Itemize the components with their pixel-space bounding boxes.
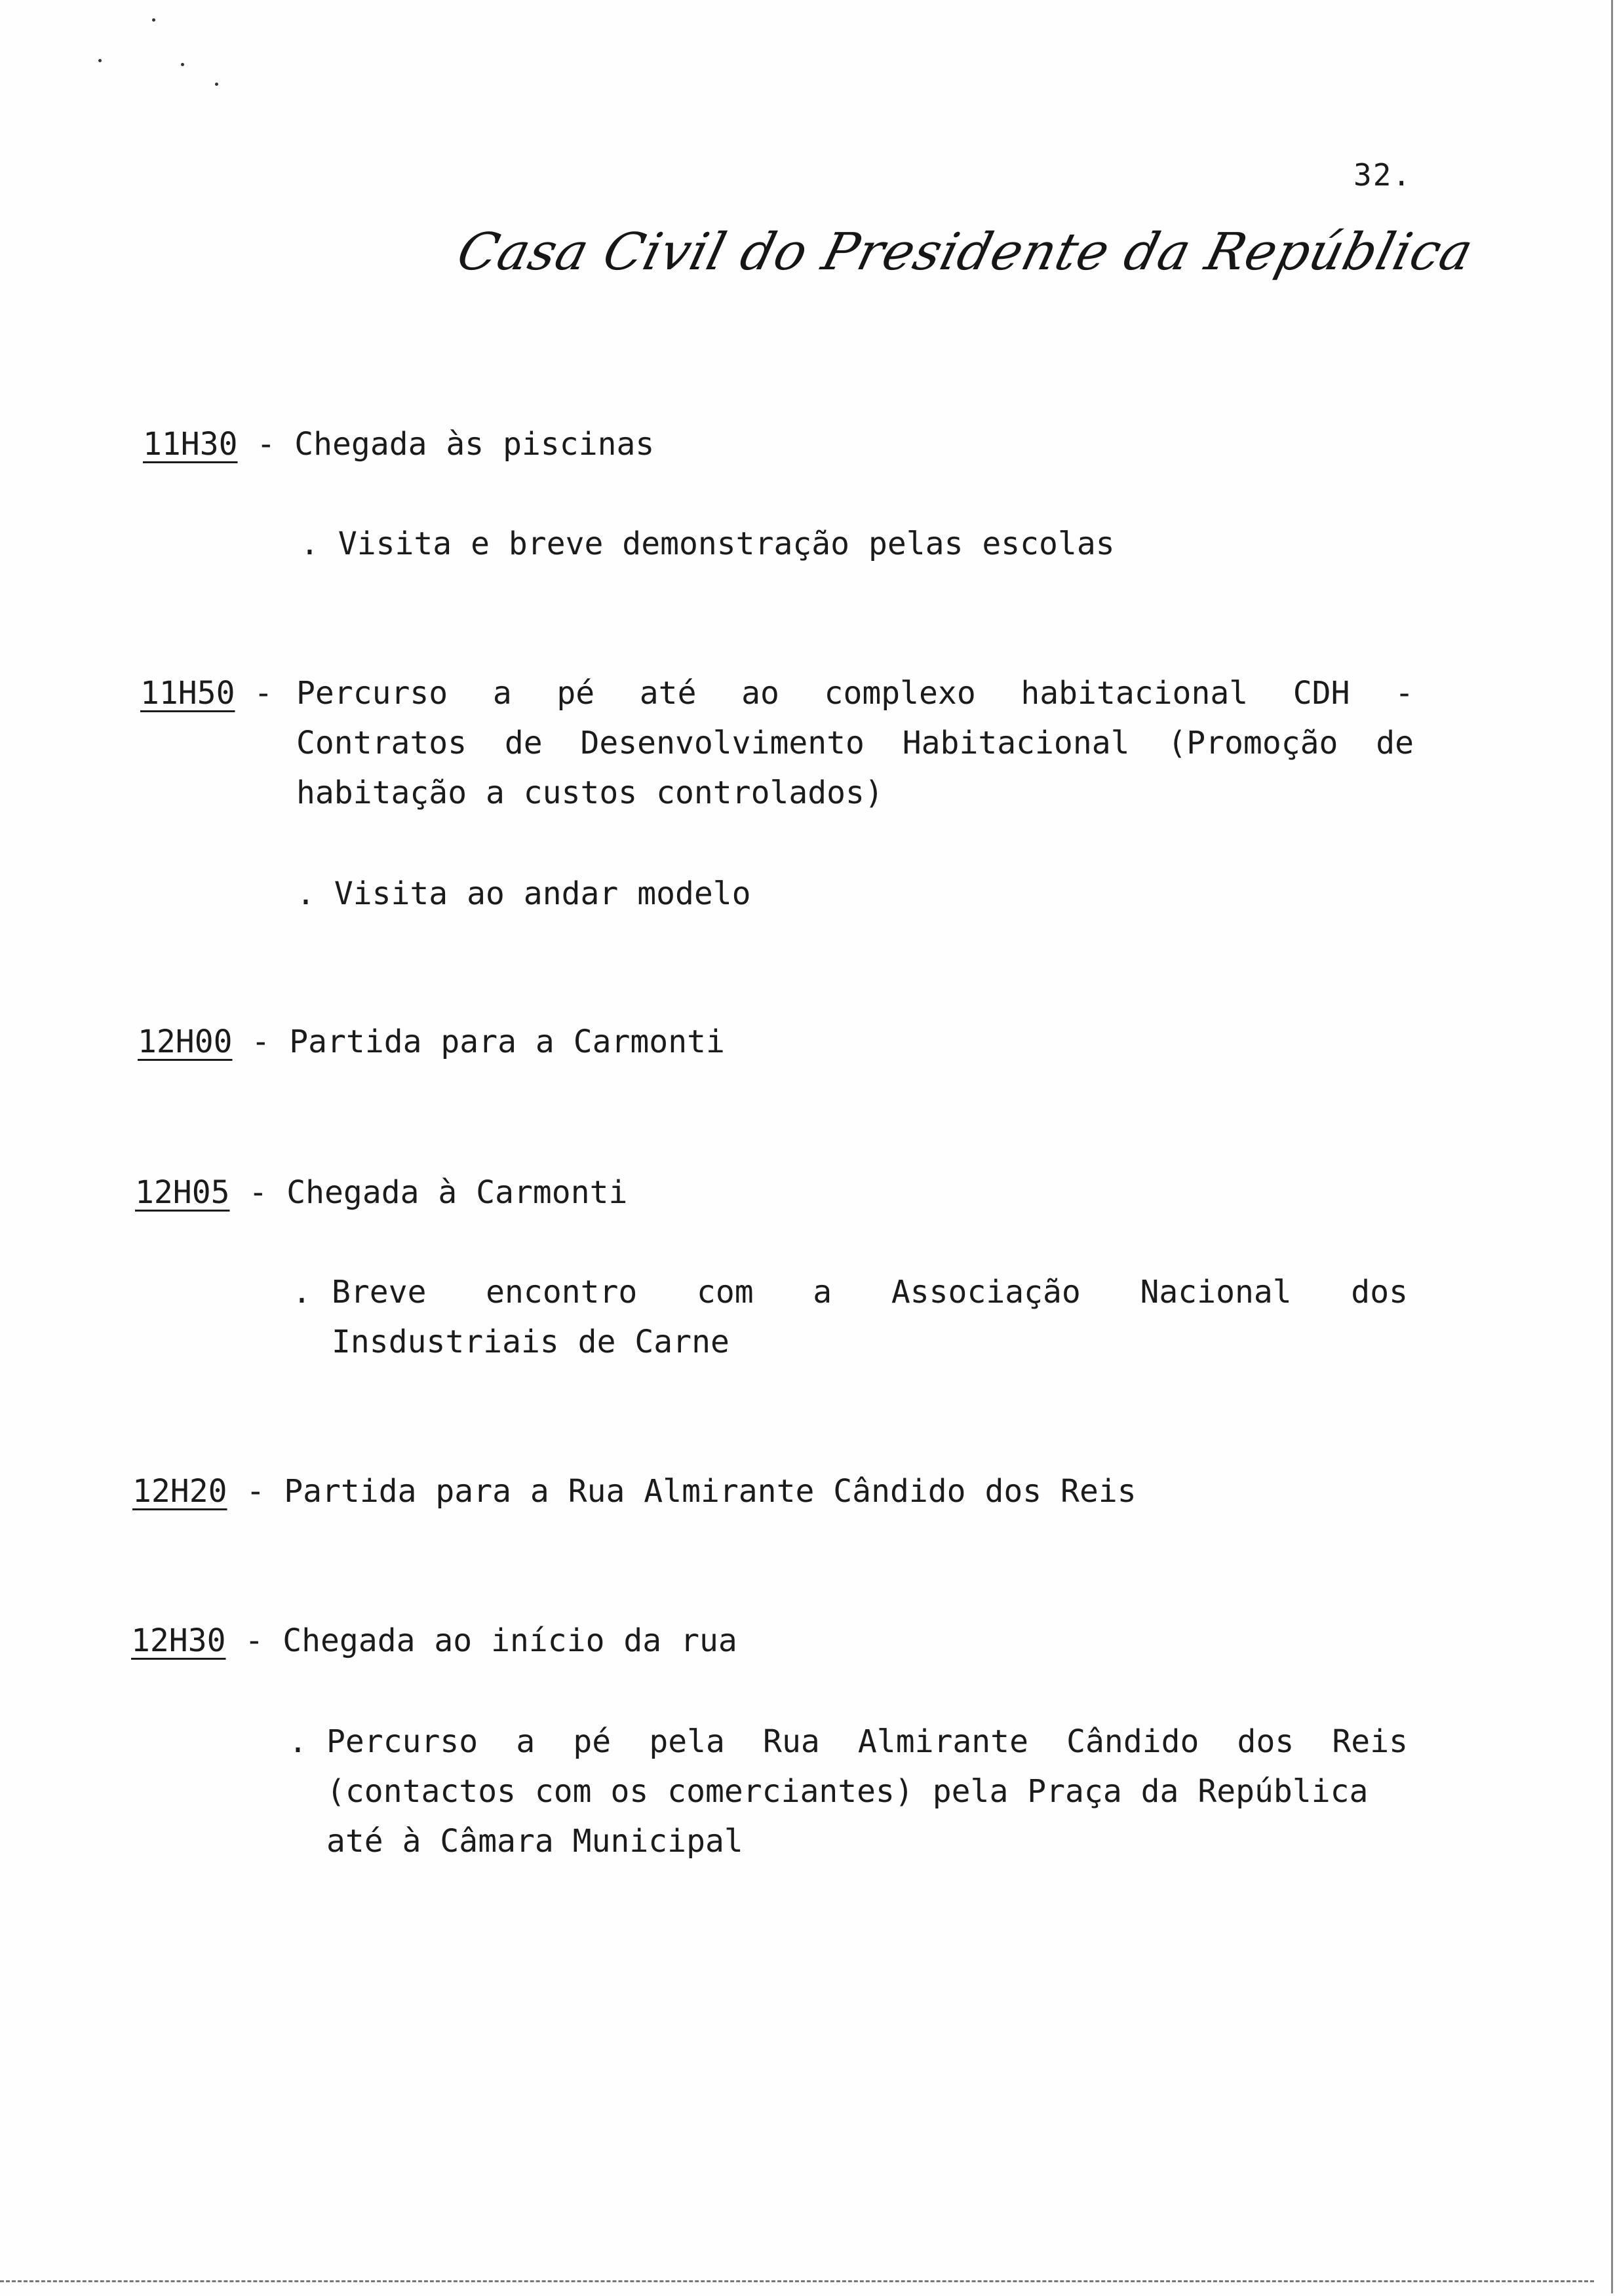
entry-time: 12H20 [132,1473,227,1510]
entry-subitem [300,519,1115,569]
entry-time: 12H05 [135,1174,230,1211]
entry-separator: - [244,1622,264,1659]
schedule-entry [140,668,273,718]
scan-speck [152,18,155,22]
bullet: . [300,526,319,562]
bullet: . [292,1274,311,1311]
entry-description: Partida para a Rua Almirante Cândido dos Reis [284,1473,1137,1510]
entry-description-line: Percurso a pé até ao complexo habitacional CDH - [296,675,1414,712]
subitem-text: Visita e breve demonstração pelas escolas [338,526,1115,562]
entry-separator: - [248,1174,268,1211]
subitem-line: Insdustriais de Carne [332,1324,730,1360]
scan-speck [98,59,102,62]
bullet: . [288,1723,307,1760]
scan-speck [181,63,184,66]
bullet: . [296,875,315,912]
subitem-text: Visita ao andar modelo [334,875,751,912]
entry-description: Chegada às piscinas [294,426,655,463]
schedule-entry [138,1017,725,1067]
entry-description-line: habitação a custos controlados) [296,775,884,811]
entry-separator: - [256,426,276,463]
subitem-line: (contactos com os comerciantes) pela Praça da República [326,1773,1369,1810]
entry-time: 11H50 [140,675,235,712]
entry-time: 12H00 [138,1024,233,1060]
scan-speck [215,83,218,86]
subitem-line: Percurso a pé pela Rua Almirante Cândido dos Reis [326,1723,1408,1760]
schedule-entry [135,1168,627,1217]
entry-separator: - [251,1024,271,1060]
entry-separator: - [254,675,273,712]
schedule-entry [132,1466,1137,1516]
entry-description: Partida para a Carmonti [289,1024,725,1060]
entry-separator: - [246,1473,265,1510]
entry-description: Chegada à Carmonti [286,1174,628,1211]
schedule-entry [131,1616,737,1666]
entry-subitem [296,869,751,919]
entry-description: Chegada ao início da rua [282,1622,737,1659]
letterhead: Casa Civil do Presidente da República [451,223,1479,282]
entry-time: 12H30 [131,1622,226,1659]
scan-right-edge [1611,0,1613,2293]
scan-bottom-edge [0,2280,1594,2282]
entry-description-line: Contratos de Desenvolvimento Habitacional (Promoção de [296,725,1414,761]
entry-time: 11H30 [143,426,238,463]
subitem-line: até à Câmara Municipal [326,1823,743,1860]
subitem-line: Breve encontro com a Associação Nacional dos [332,1274,1408,1311]
schedule-entry [143,419,654,469]
page-number: 32. [1353,157,1412,193]
